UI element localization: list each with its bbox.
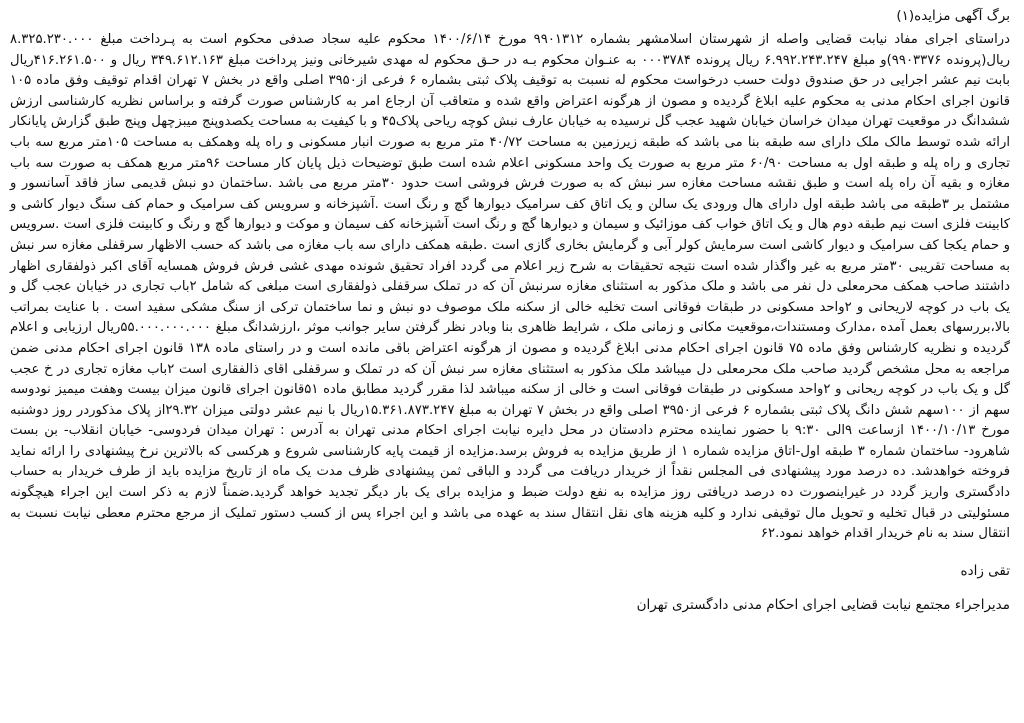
- document-body-text: دراستای اجرای مفاد نیابت قضایی واصله از شهرستان اسلامشهر بشماره ۹۹۰۱۳۱۲ مورخ ۱۴۰۰/۶/۱۴ محکوم علیه سجاد صدفی محکوم است به پـرداخت مبلغ ۸.۳۲۵.۲۳۰.۰۰۰ ریال(پرونده ۹۹۰۳۳۷۶)و مبلغ ۶.۹۹۲.۲۴۳.۲۴۷ ریال پرونده ۰۰۰۳۷۸۴ به عنـوان محکوم بـه در حـق محکوم له مهدی شیرخانی ونیز پرداخت مبلغ ۳۴۹.۶۱۲.۱۶۳ ریال و ۴۱۶.۲۶۱.۵۰۰ریال بابت نیم عشر اجرایی در حق صندوق دولت حسب درخواست محکوم له نسبت به توقیف پلاک ثبتی بشماره ۶ فرعی از۳۹۵۰ اصلی واقع در بخش ۷ تهران اقدام توقیف وفق ماده ۱۰۵ قانون اجرای احکام مدنی به محکوم علیه ابلاغ گردیده و مصون از هرگونه اعتراض واقع شده و متعاقب آن ارجاع امر به کارشناس صورت گرفته و براساس نظریه کارشناسی ارزش ششدانگ در موقعیت تهران میدان خراسان خیابان شهید عجب گل نرسیده به خیابان عارف نبش کوچه ریاحی پلاک۴۵ و با کیفیت به مساحت یکصدوپنج میبزچهل وپنج طبق گزارش پایانکار ارائه شده توسط مالک ملک دارای سه طبقه بنا می باشد که طبقه زیرزمین به مساحت ۴۰/۷۲ متر مربع به صورت انبار مسکونی و راه پله وهمکف به مساحت ۱۰۵متر مربع سه باب تجاری و راه پله و طبقه اول به مساحت ۶۰/۹۰ متر مربع به صورت یک واحد مسکونی اعلام شده است طبق توضیحات ذیل پایان کار مساحت ۹۶متر مربع همکف به صورت سه باب مغازه و بقیه آن راه پله است و طبق نقشه مساحت مغازه سر نبش که به صورت فرش فروشی است حدود ۳۰متر مربع می باشد .ساختمان دو نبش قدیمی ساز فاقد آسانسور و مشتمل بر ۳طبقه می باشد طبقه اول دارای هال ورودی یک سالن و یک اتاق کف سرامیک دیوارها گچ و رنگ است .آشپزخانه و سرویس کف سرامیک و حمام کف سنگ دیوار کاشی و کابینت فلزی است نیم طبقه دوم هال و یک اتاق خواب کف موزائیک و سیمان و دیوارها گچ و رنگ است آشپزخانه کف سیمان و موکت و دیوارها گچ و رنگ و کابینت فلزی است .سرویس و حمام یکجا کف سرامیک و دیوار کاشی است سرمایش کولر آبی و گرمایش بخاری گازی است .طبقه همکف دارای سه باب مغازه می باشد که حسب الاظهار سرقفلی مغازه سر نبش به مساحت تقریبی ۳۰متر مربع به غیر واگذار شده است نتیجه تحقیقات به شرح زیر اعلام می گردد افراد تحقیق شونده مهدی غشی فرش فروش همسایه آقای اکبر ذولفقاری اظهار داشتند صاحب همکف محرمعلی دل نفر می باشد و ملک مذکور به استثنای مغازه سرنبش آن که در تملک سرقفلی ذولفقاری است مبلغی که شامل ۲باب تجاری در خیابان عجب گل و یک باب در کوچه لاریحانی و ۲واحد مسکونی در طبقات فوقانی است تخلیه خالی از سکنه ملک موصوف دو نبش و نما ساختمان ترکی از سنگ مشکی سفید است . با عنایت بمراتب بالا،بررسهای بعمل آمده ،مدارک ومستندات،موقعیت مکانی و زمانی ملک ، شرایط ظاهری بنا وبادر نظر گرفتن سایر جوانب موثر ،ارزشدانگ مبلغ ۵۵.۰۰۰.۰۰۰.۰۰۰ریال ارزیابی و اعلام گردیده و نظریه کارشناس وفق ماده ۷۵ قانون اجرای احکام مدنی ابلاغ گردیده و مصون از هرگونه اعتراض باقی مانده است و در راستای ماده ۱۳۸ قانون اجرای احکام مدنی ضمن مراجعه به محل مشخص گردید صاحب ملک محرمعلی دل میباشد ملک مذکور به استثنای مغازه سر نبش آن که در تملک و سرقفلی اقای ذالفقاری است ۲باب مغازه تجاری در خ عجب گل و یک باب در کوچه ریحانی و ۲واحد مسکونی در طبقات فوقانی است و خالی از سکنه میباشد لذا مقرر گردید مطابق ماده ۵۱قانون اجرای قانون میزان بیست وهفت میمیز نودوسه سهم از ۱۰۰سهم شش دانگ پلاک ثبتی بشماره ۶ فرعی از۳۹۵۰ اصلی واقع در بخش ۷ تهران به مبلغ ۱۵.۳۶۱.۸۷۳.۲۴۷ریال با نیم عشر دولتی میزان ۲۹.۳۲از پلاک مذکوردر روز دوشنبه مورخ ۱۴۰۰/۱۰/۱۳ ازساعت ۹الی ۹:۳۰ با حضور نماینده محترم دادستان در محل دایره نیابت اجرای احکام مدنی تهران به آدرس : تهران میدان فردوسی- خیابان انقلاب- بن بست شاهرود- ساختمان شماره ۳ طبقه اول-اتاق مزایده شماره ۱ از طریق مزایده به فروش برسد.مزایده از قیمت پایه کارشناسی شروع و هرکسی که بالاترین نرخ پیشنهادی را ارائه نماید فروخته خواهدشد. ده درصد مورد پیشنهادی فی المجلس نقداً از خریدار دریافت می گردد و الباقی ثمن پیشنهادی ظرف مدت یک ماه از تاریخ مزایده باید از طرف خریدار به حساب دادگستری واریز گردد در غیراینصورت ده درصد دریافتی روز مزایده به نفع دولت ضبط و مزایده برای یک بار دیگر تجدید خواهد گردید.ضمناً لازم به ذکر است این اجراء هیچگونه مسئولیتی در قبال تخلیه و تحویل مال توقیفی ندارد و کلیه هزینه های نقل انتقال سند به عهده می باشد و این اجراء پس از کسب دستور تملیک از مرجع محترم معطی نیابت نسبت به انتقال سند به نام خریدار اقدام خواهد نمود.۶۲: [10, 32, 1011, 542]
- signer-name: تقی زاده: [960, 562, 1010, 579]
- issuing-office: مدیراجراء مجتمع نیابت قضایی اجرای احکام مدنی دادگستری تهران: [636, 596, 1010, 613]
- document-title: برگ آگهی مزایده(۱): [896, 8, 1010, 24]
